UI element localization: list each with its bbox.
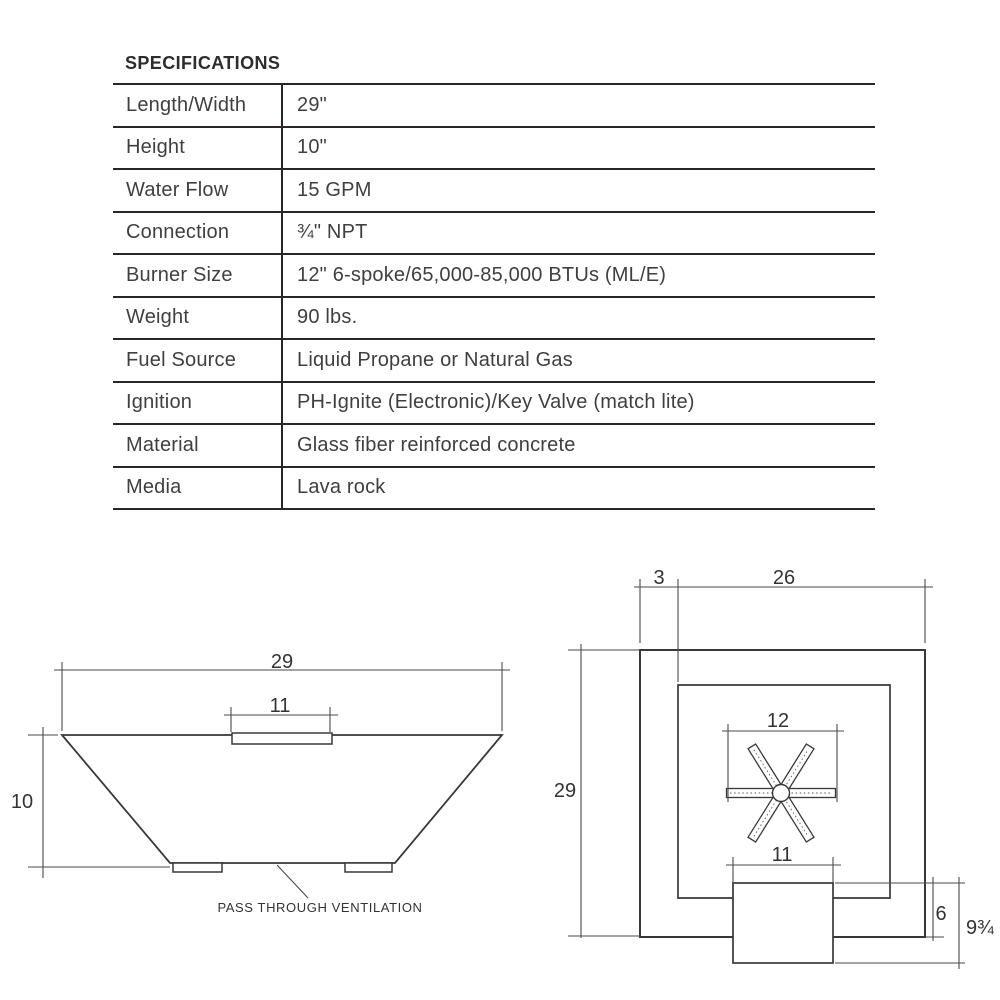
technical-drawings xyxy=(0,540,1000,1000)
table-row xyxy=(113,339,875,382)
dim-label-wall: 3 xyxy=(653,567,665,589)
table-row xyxy=(113,254,875,297)
spec-label: Burner Size xyxy=(113,254,282,297)
spec-value: 12" 6-spoke/65,000-85,000 BTUs (ML/E) xyxy=(282,254,875,297)
table-row xyxy=(113,169,875,212)
dim-label-spout-depth: 9¾ xyxy=(966,917,994,939)
spec-label: Fuel Source xyxy=(113,339,282,382)
burner-6-spoke xyxy=(727,744,836,842)
spec-value: 10" xyxy=(282,127,875,170)
spec-value: 90 lbs. xyxy=(282,297,875,340)
table-row xyxy=(113,297,875,340)
spec-value: Glass fiber reinforced concrete xyxy=(282,424,875,467)
table-row xyxy=(113,127,875,170)
table-row xyxy=(113,424,875,467)
spec-label: Weight xyxy=(113,297,282,340)
dim-label-plate: 11 xyxy=(269,695,291,717)
spec-label: Length/Width xyxy=(113,84,282,127)
specifications-title: SPECIFICATIONS xyxy=(125,53,281,73)
table-row xyxy=(113,467,875,510)
bowl-outline xyxy=(62,735,502,863)
specifications-table xyxy=(113,83,875,510)
burner-plate xyxy=(232,733,332,744)
spec-label: Height xyxy=(113,127,282,170)
ventilation-callout: PASS THROUGH VENTILATION xyxy=(217,900,423,915)
dim-label-width: 29 xyxy=(270,651,294,673)
dim-label-spout-inset: 6 xyxy=(935,903,947,925)
dim-label-burner: 12 xyxy=(766,710,790,732)
spec-label: Media xyxy=(113,467,282,510)
spec-label: Water Flow xyxy=(113,169,282,212)
side-view-drawing xyxy=(11,651,510,915)
spec-value: 15 GPM xyxy=(282,169,875,212)
spec-label: Material xyxy=(113,424,282,467)
dim-label-overall: 29 xyxy=(553,780,577,802)
spec-value: PH-Ignite (Electronic)/Key Valve (match lite) xyxy=(282,382,875,425)
table-row xyxy=(113,212,875,255)
top-view-drawing xyxy=(554,567,994,969)
dim-label-opening: 26 xyxy=(772,567,796,589)
spec-value: Lava rock xyxy=(282,467,875,510)
leader-line xyxy=(277,865,308,898)
water-spout xyxy=(733,883,833,963)
spec-value: 29" xyxy=(282,84,875,127)
burner-hub xyxy=(773,785,790,802)
dim-label-height: 10 xyxy=(10,791,34,813)
table-row xyxy=(113,382,875,425)
foot-right xyxy=(345,863,392,872)
spec-label: Ignition xyxy=(113,382,282,425)
spec-value: Liquid Propane or Natural Gas xyxy=(282,339,875,382)
table-row xyxy=(113,84,875,127)
spec-value: ¾" NPT xyxy=(282,212,875,255)
foot-left xyxy=(173,863,222,872)
spec-label: Connection xyxy=(113,212,282,255)
dim-label-spout-width: 11 xyxy=(771,844,793,866)
